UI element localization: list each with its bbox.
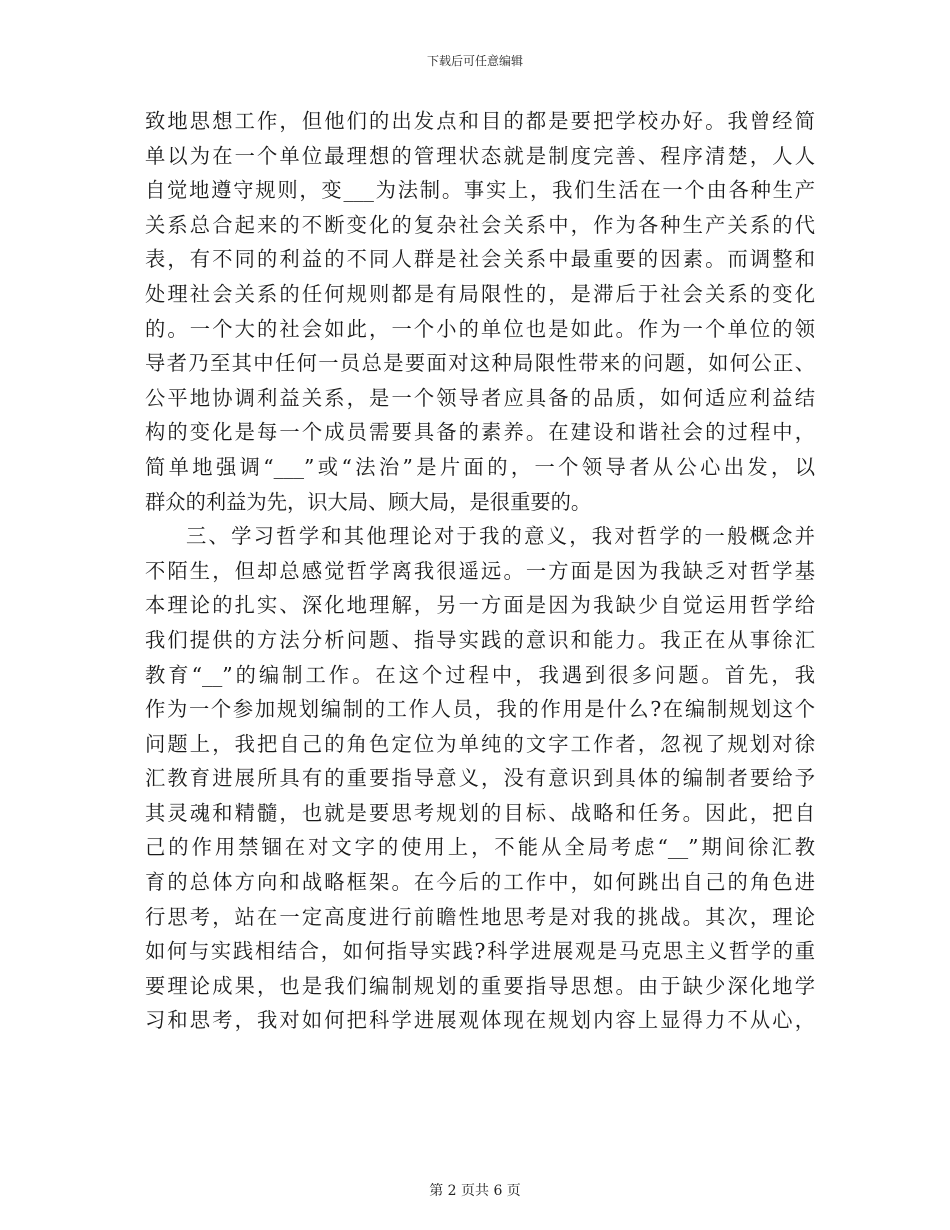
document-body (145, 104, 815, 1038)
text-line: 习和思考，我对如何把科学进展观体现在规划内容上显得力不从心， (145, 1008, 815, 1033)
text-line: 构的变化是每一个成员需要具备的素养。在建设和谐社会的过程中， (145, 420, 815, 445)
text-line: 汇教育进展所具有的重要指导意义，没有意识到具体的编制者要给予 (145, 766, 815, 791)
text-line: 育的总体方向和战略框架。在今后的工作中，如何跳出自己的角色进 (145, 870, 815, 895)
text-line-paragraph-end: 群众的利益为先，识大局、顾大局，是很重要的。 (145, 489, 592, 514)
text-line: 导者乃至其中任何一员总是要面对这种局限性带来的问题，如何公正、 (145, 351, 815, 376)
text-line: 作为一个参加规划编制的工作人员，我的作用是什么?在编制规划这个 (145, 697, 815, 722)
text-line: 单以为在一个单位最理想的管理状态就是制度完善、程序清楚，人人 (145, 143, 815, 168)
text-line: 我们提供的方法分析问题、指导实践的意识和能力。我正在从事徐汇 (145, 627, 815, 652)
page-number-footer: 第 2 页共 6 页 (429, 1183, 521, 1199)
text-line: 的。一个大的社会如此，一个小的单位也是如此。作为一个单位的领 (145, 316, 815, 341)
text-line: 关系总合起来的不断变化的复杂社会关系中，作为各种生产关系的代 (145, 212, 815, 237)
text-line: 行思考，站在一定高度进行前瞻性地思考是对我的挑战。其次，理论 (145, 904, 815, 929)
text-line: 己的作用禁锢在对文字的使用上，不能从全局考虑“__”期间徐汇教 (145, 835, 815, 860)
text-line: 教育“__”的编制工作。在这个过程中，我遇到很多问题。首先，我 (145, 662, 815, 687)
text-line-paragraph-start: 三、学习哲学和其他理论对于我的意义，我对哲学的一般概念并 (186, 524, 815, 549)
text-line: 自觉地遵守规则，变___为法制。事实上，我们生活在一个由各种生产 (145, 178, 815, 203)
text-line: 如何与实践相结合，如何指导实践?科学进展观是马克思主义哲学的重 (145, 939, 815, 964)
page-header: 下载后可任意编辑 (426, 54, 523, 68)
text-line: 表，有不同的利益的不同人群是社会关系中最重要的因素。而调整和 (145, 247, 815, 272)
text-line: 公平地协调利益关系，是一个领导者应具备的品质，如何适应利益结 (145, 385, 815, 410)
text-line: 致地思想工作，但他们的出发点和目的都是要把学校办好。我曾经简 (145, 109, 815, 133)
text-line: 其灵魂和精髓，也就是要思考规划的目标、战略和任务。因此，把自 (145, 800, 815, 825)
text-line: 不陌生，但却总感觉哲学离我很遥远。一方面是因为我缺乏对哲学基 (145, 558, 815, 583)
text-line: 简单地强调“___”或“法治”是片面的，一个领导者从公心出发，以 (145, 454, 815, 479)
text-line: 要理论成果，也是我们编制规划的重要指导思想。由于缺少深化地学 (145, 973, 815, 998)
text-line: 处理社会关系的任何规则都是有局限性的，是滞后于社会关系的变化 (145, 281, 815, 306)
text-line: 本理论的扎实、深化地理解，另一方面是因为我缺少自觉运用哲学给 (145, 593, 815, 618)
text-line: 问题上，我把自己的角色定位为单纯的文字工作者，忽视了规划对徐 (145, 731, 815, 756)
